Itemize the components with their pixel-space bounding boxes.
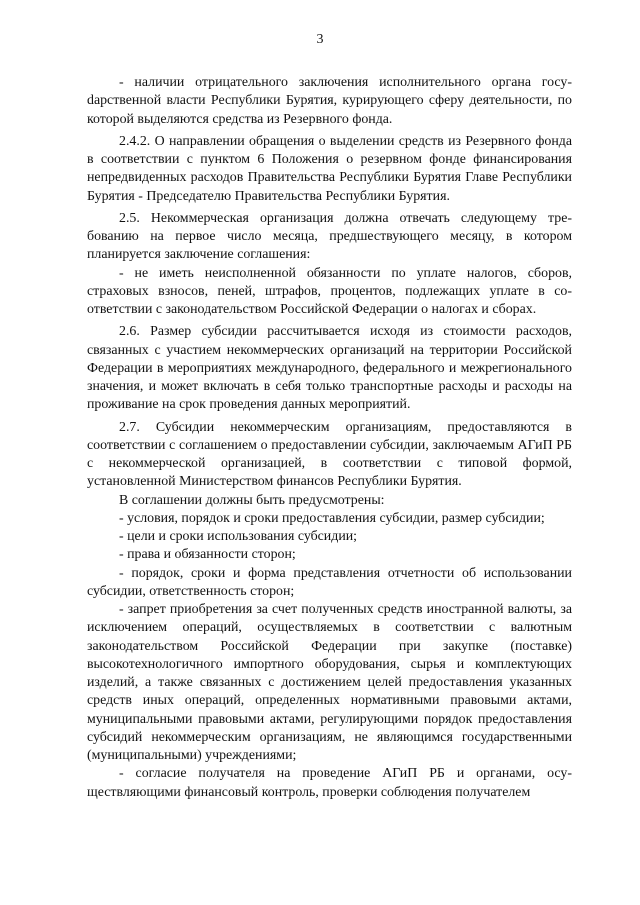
paragraph: 2.7. Субсидии некоммерческим организациям, предоставляются в соответствии с соглашением о предоставлении субсидии, заключаемым АГиП РБ с некоммерческой организацией, в соответствии с типовой формой, установленной Министерством финансов Республики Бурятия. <box>87 419 572 490</box>
paragraph: - не иметь неисполненной обязанности по уплате налогов, сборов, страховых взносов, пеней, штрафов, процентов, подлежащих уплате в соответствии с законодательством Российской Федерации о налогах и сборах. <box>87 265 572 317</box>
paragraph: 2.4.2. О направлении обращения о выделении средств из Резервного фонда в соответствии с пунктом 6 Положения о резервном фонде финансирования непредвиденных расходов Правительства Республики Бурятия Главе Республики Бурятия - Председателю Правительства Республики Бурятия. <box>87 133 572 204</box>
paragraph: В соглашении должны быть предусмотрены: <box>119 492 385 508</box>
paragraph: 2.5. Некоммерческая организация должна отвечать следующему требованию на первое число месяца, предшествующего месяцу, в котором планируется заключение соглашения: <box>87 210 572 263</box>
paragraph: - наличии отрицательного заключения исполнительного органа госуdарственной власти Республики Бурятия, курирующего сферу деятельности, по которой выделяются средства из Резервного фонда. <box>87 75 572 127</box>
paragraph: 2.6. Размер субсидии рассчитывается исходя из стоимости расходов, связанных с участием некоммерческих организаций на территории Российской Федерации в мероприятиях международного, федерального и межрегионального значения, и может включать в себя только транспортные расходы и расходы на проживание на срок проведения данных мероприятий. <box>87 324 572 413</box>
page-number: 3 <box>316 32 324 47</box>
list-item: - запрет приобретения за счет полученных средств иностранной валюты, за исключением операций, осуществляемых в соответствии с валютным законодательством Российской Федерации при закупке (поставке) высокотехнологичного импортного оборудования, сырья и комплектующих изделий, а также связанных с достижением целей предоставления указанных средств иных операций, определенных нормативными правовыми актами, муниципальными правовыми актами, регулирующими порядок предоставления субсидий некоммерческим организациям, не являющимся государственными (муниципальными) учреждениями; <box>87 602 572 763</box>
list-item: - права и обязанности сторон; <box>119 547 296 563</box>
list-item: - порядок, сроки и форма представления отчетности об использовании субсидии, ответственность сторон; <box>87 565 572 599</box>
list-item: - цели и сроки использования субсидии; <box>119 529 358 544</box>
list-item: - согласие получателя на проведение АГиП РБ и органами, осуществляющими финансовый контроль, проверки соблюдения получателем <box>87 766 572 800</box>
list-item: - условия, порядок и сроки предоставления субсидии, размер субсидии; <box>119 510 545 526</box>
document-body <box>87 74 572 802</box>
